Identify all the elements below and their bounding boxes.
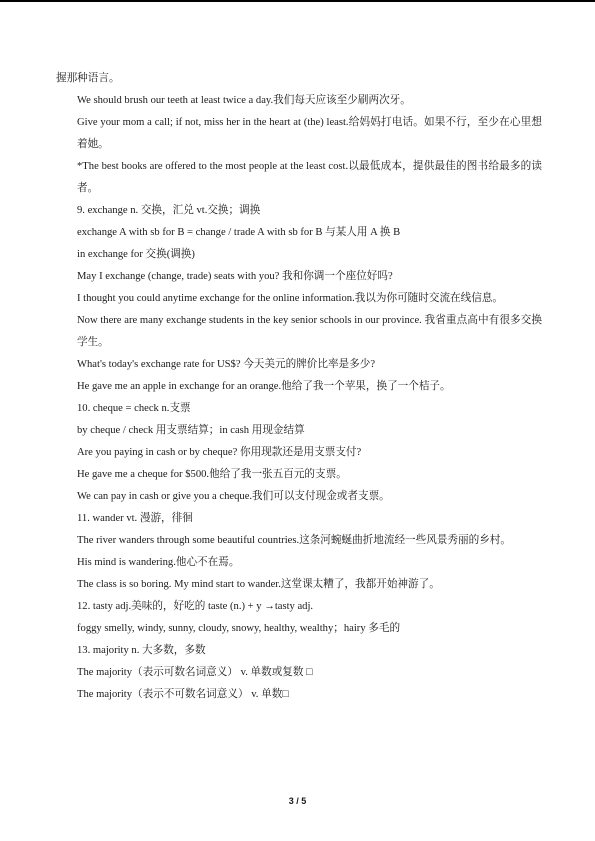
text-line: The river wanders through some beautiful countries.这条河蜿蜒曲折地流经一些风景秀丽的乡村。 [77, 535, 511, 546]
text-line: 12. tasty adj.美味的，好吃的 taste (n.) + y →tasty adj. [77, 601, 314, 612]
text-line: 9. exchange n. 交换，汇兑 vt.交换；调换 [77, 205, 261, 216]
text-line: *The best books are offered to the most people at the least cost.以最低成本，提供最佳的图书给最多的读者。 [77, 161, 542, 194]
text-line: His mind is wandering.他心不在焉。 [77, 557, 240, 568]
text-line: 握那种语言。 [56, 73, 120, 84]
text-line: The majority（表示不可数名词意义） v. 单数□ [77, 689, 289, 700]
text-line: by cheque / check 用支票结算；in cash 用现金结算 [77, 425, 305, 436]
page-number: 3 / 5 [288, 796, 307, 806]
text-line: 11. wander vt. 漫游，徘徊 [77, 513, 193, 524]
document-body [56, 68, 542, 706]
text-line: Are you paying in cash or by cheque? 你用现款还是用支票支付? [77, 447, 362, 458]
header-rule [0, 0, 595, 2]
text-line: We should brush our teeth at least twice a day.我们每天应该至少刷两次牙。 [77, 95, 411, 106]
text-line: What's today's exchange rate for US$? 今天美元的牌价比率是多少? [77, 359, 376, 370]
text-line: Give your mom a call; if not, miss her in the heart at (the) least.给妈妈打电话。如果不行，至少在心里想着她。 [77, 117, 542, 150]
text-line: He gave me an apple in exchange for an orange.他给了我一个苹果，换了一个桔子。 [77, 381, 451, 392]
text-line: Now there are many exchange students in the key senior schools in our province. 我省重点高中有很多交换学生。 [77, 315, 542, 348]
text-line: 10. cheque = check n.支票 [77, 403, 191, 414]
text-line: We can pay in cash or give you a cheque.我们可以支付现金或者支票。 [77, 491, 390, 502]
text-line: May I exchange (change, trade) seats with you? 我和你调一个座位好吗? [77, 271, 393, 282]
text-line: exchange A with sb for B = change / trade A with sb for B 与某人用 A 换 B [77, 227, 401, 238]
text-line: 13. majority n. 大多数，多数 [77, 645, 206, 656]
text-line: foggy smelly, windy, sunny, cloudy, snowy, healthy, wealthy；hairy 多毛的 [77, 623, 401, 634]
text-line: in exchange for 交换(调换) [77, 249, 195, 260]
text-line: The class is so boring. My mind start to wander.这堂课太糟了，我都开始神游了。 [77, 579, 440, 590]
text-line: I thought you could anytime exchange for the online information.我以为你可随时交流在线信息。 [77, 293, 504, 304]
text-line: The majority（表示可数名词意义） v. 单数或复数 □ [77, 667, 313, 678]
text-line: He gave me a cheque for $500.他给了我一张五百元的支票。 [77, 469, 347, 480]
